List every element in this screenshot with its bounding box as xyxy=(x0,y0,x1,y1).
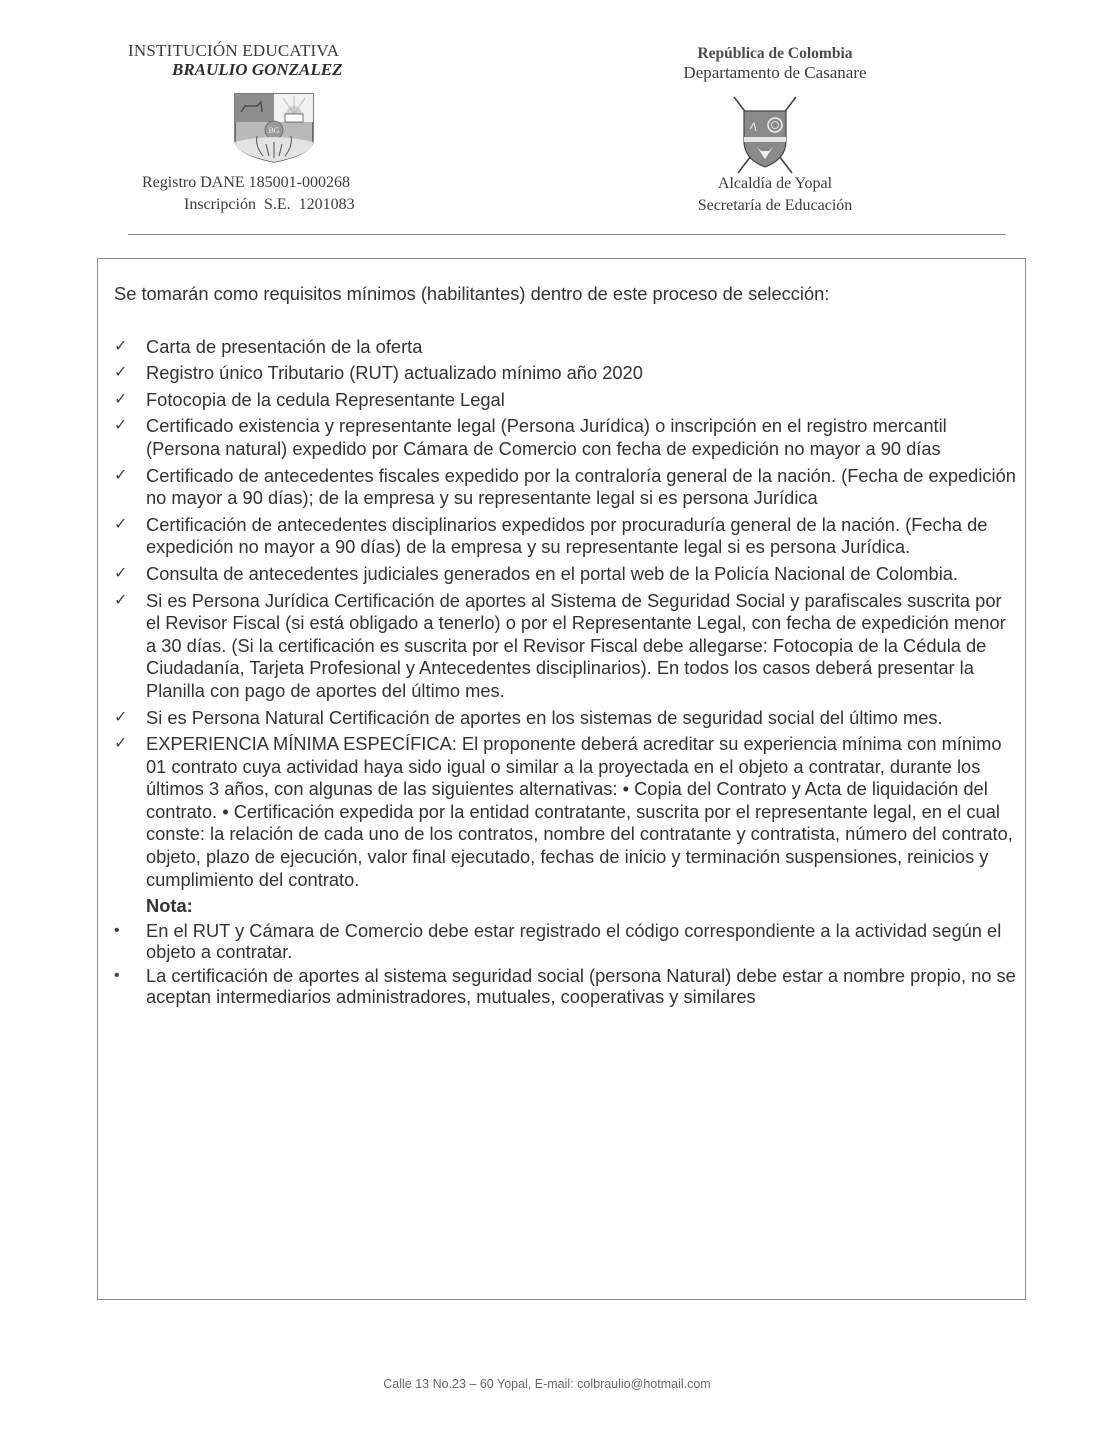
alcaldia-name: Alcaldía de Yopal xyxy=(717,175,833,192)
checkmark-icon: ✓ xyxy=(114,417,128,435)
checkmark-icon: ✓ xyxy=(114,390,128,408)
checkmark-icon: ✓ xyxy=(114,364,128,382)
requirement-item: ✓ Certificación de antecedentes disciplinarios expedidos por procuraduría general de la nación. (Fecha de expedición no mayor a 90 días) de la empresa y su representante legal si es persona Jurídica. xyxy=(114,513,988,558)
checkmark-icon: ✓ xyxy=(114,337,128,355)
bullet-icon: • xyxy=(114,921,120,939)
header-divider xyxy=(128,234,1006,235)
checkmark-icon: ✓ xyxy=(114,591,128,609)
yopal-coat-of-arms-icon xyxy=(730,95,800,175)
requirement-item: ✓ EXPERIENCIA MÍNIMA ESPECÍFICA: El proponente deberá acreditar su experiencia mínima con mínimo 01 contrato cuya actividad haya sido igual o similar a la proyectada en el objeto a contratar, durante los últimos 3 años, con algunas de las siguientes alternativas: • Copia del Contrato y Acta de liquidación del contrato. • Certificación expedida por la entidad contratante, suscrita por el representante legal, en el cual conste: la relación de cada uno de los contratos, nombre del contratante y contratista, número del contrato, objeto, plazo de ejecución, valor final ejecutado, fechas de inicio y terminación suspensiones, reinicios y cumplimiento del contrato. xyxy=(114,733,1013,890)
footer-address: Calle 13 No.23 – 60 Yopal, E-mail: colbraulio@hotmail.com xyxy=(383,1377,711,1391)
checkmark-icon: ✓ xyxy=(114,564,128,582)
requirement-item: ✓ Consulta de antecedentes judiciales generados en el portal web de la Policía Nacional de Colombia. xyxy=(114,562,958,584)
inscripcion-se: Inscripción S.E. 1201083 xyxy=(184,196,355,213)
institution-name: INSTITUCIÓN EDUCATIVA xyxy=(128,41,340,60)
note-item: • La certificación de aportes al sistema seguridad social (persona Natural) debe estar a nombre propio, no se aceptan intermediarios administradores, mutuales, cooperativas y similares xyxy=(114,964,1016,1007)
requirement-item: ✓ Fotocopia de la cedula Representante Legal xyxy=(114,388,505,410)
registro-dane: Registro DANE 185001-000268 xyxy=(142,174,350,191)
school-crest-icon xyxy=(233,92,315,164)
school-name: BRAULIO GONZALEZ xyxy=(172,60,343,79)
requirements-intro: Se tomarán como requisitos mínimos (habilitantes) dentro de este proceso de selección: xyxy=(114,283,830,304)
secretaria-name: Secretaría de Educación xyxy=(697,197,853,214)
department-name: Departamento de Casanare xyxy=(683,63,867,82)
checkmark-icon: ✓ xyxy=(114,466,128,484)
note-item: • En el RUT y Cámara de Comercio debe estar registrado el código correspondiente a la actividad según el objeto a contratar. xyxy=(114,919,1002,962)
checkmark-icon: ✓ xyxy=(114,708,128,726)
svg-text:BG: BG xyxy=(268,126,280,135)
requirement-item: ✓ Si es Persona Jurídica Certificación de aportes al Sistema de Seguridad Social y parafiscales suscrita por el Revisor Fiscal (si está obligado a tenerlo) o por el Representante Legal, con fecha de expedición menor a 30 días. (Si la certificación es suscrita por el Revisor Fiscal debe allegarse: Fotocopia de la Cédula de Ciudadanía, Tarjeta Profesional y Antecedentes disciplinarios). En todos los casos deberá presentar la Planilla con pago de aportes del último mes. xyxy=(114,589,1006,701)
requirement-item: ✓ Si es Persona Natural Certificación de aportes en los sistemas de seguridad social del último mes. xyxy=(114,706,943,728)
requirement-item: ✓ Registro único Tributario (RUT) actualizado mínimo año 2020 xyxy=(114,362,643,384)
government-header xyxy=(660,45,890,214)
requirement-item: ✓ Carta de presentación de la oferta xyxy=(114,335,423,357)
requirements-box xyxy=(97,258,1026,1300)
country-name: República de Colombia xyxy=(697,45,853,62)
checkmark-icon: ✓ xyxy=(114,515,128,533)
requirement-item: ✓ Certificado de antecedentes fiscales expedido por la contraloría general de la nación. (Fecha de expedición no mayor a 90 días); de la empresa y su representante legal si es persona Jurídica xyxy=(114,464,1016,509)
nota-heading: Nota: xyxy=(146,895,193,917)
checkmark-icon: ✓ xyxy=(114,735,128,753)
bullet-icon: • xyxy=(114,966,120,984)
requirement-item: ✓ Certificado existencia y representante legal (Persona Jurídica) o inscripción en el registro mercantil (Persona natural) expedido por Cámara de Comercio con fecha de expedición no mayor a 90 días xyxy=(114,415,947,459)
